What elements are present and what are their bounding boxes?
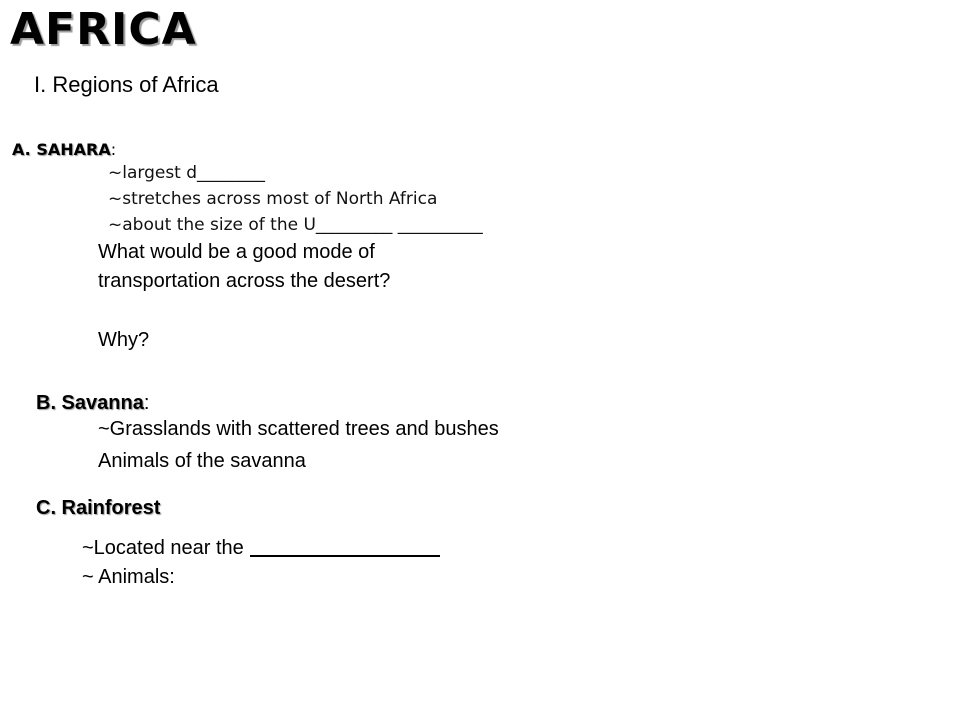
sahara-bullet-stretches: ~stretches across most of North Africa xyxy=(108,189,438,209)
sahara-heading xyxy=(12,140,116,159)
savanna-colon: : xyxy=(143,392,150,414)
sahara-label: A. SAHARA xyxy=(12,140,111,159)
savanna-description: ~Grasslands with scattered trees and bushes xyxy=(98,418,499,440)
sahara-colon: : xyxy=(110,140,117,159)
sahara-why: Why? xyxy=(98,329,150,351)
rainforest-label: C. Rainforest xyxy=(36,497,161,519)
fill-in-blank-line xyxy=(250,555,440,557)
savanna-heading xyxy=(36,392,149,415)
sahara-bullet-largest: ~largest d________ xyxy=(108,163,266,183)
savanna-animals: Animals of the savanna xyxy=(98,450,306,472)
savanna-label: B. Savanna xyxy=(36,392,144,414)
sahara-bullet-size: ~about the size of the U_________ __________ xyxy=(108,215,483,235)
rainforest-heading xyxy=(36,497,160,520)
rainforest-located: ~Located near the xyxy=(82,537,244,559)
sahara-question-line-2: transportation across the desert? xyxy=(98,270,391,292)
rainforest-located-line xyxy=(82,537,440,560)
rainforest-animals: ~ Animals: xyxy=(82,566,175,588)
sahara-question-line-1: What would be a good mode of xyxy=(98,241,375,263)
section-heading: I. Regions of Africa xyxy=(34,72,219,97)
page-title: AFRICA xyxy=(10,4,197,55)
